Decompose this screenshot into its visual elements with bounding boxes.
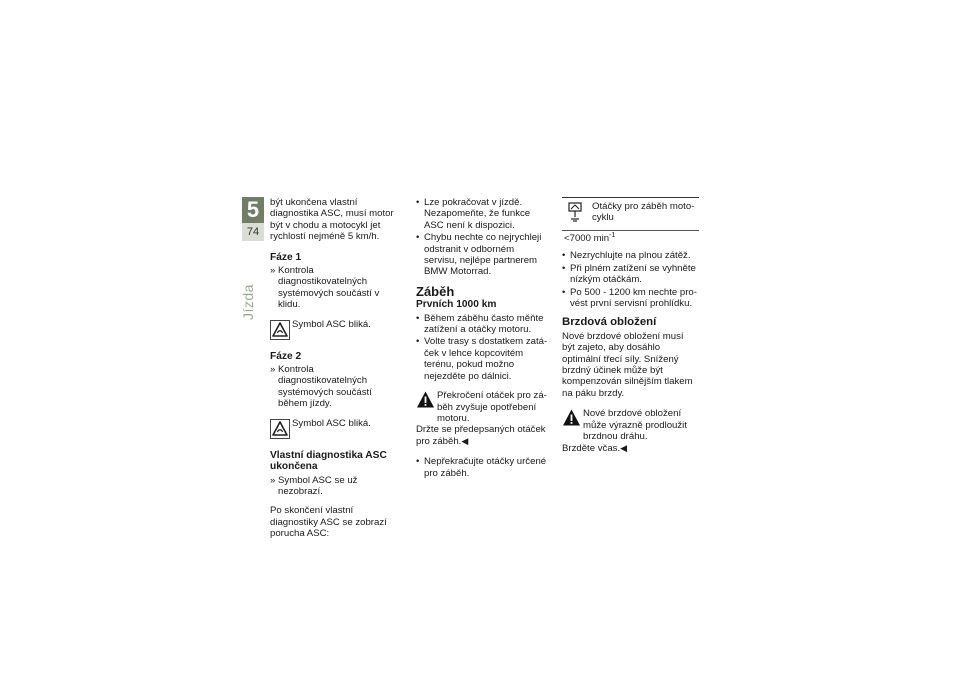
list-item: » Kontrola diagnostikovatelných systémových součástí během jízdy.	[270, 364, 403, 410]
warning-triangle-icon	[562, 408, 581, 427]
warning-text: Překročení otáček pro záběh zvyšuje opotřebení motoru.	[437, 390, 547, 424]
phase1-symbol-note	[270, 319, 403, 341]
chapter-number: 5	[246, 197, 260, 222]
list-item: • Volte trasy s dostatkem zatáček v lehce kopcovitém terénu, pokud možno nejezděte po dálnici.	[416, 336, 548, 382]
symbol-text: Symbol ASC bliká.	[292, 417, 371, 429]
phase1-list	[270, 265, 403, 311]
rpm-bullets	[416, 456, 548, 479]
column-3	[562, 197, 699, 463]
subheading-first-1000km: Prvních 1000 km	[416, 299, 497, 311]
page-number: 74	[242, 223, 264, 241]
break-in-rpm-spec	[562, 197, 699, 247]
engine-speed-icon	[568, 202, 582, 222]
diagnostics-complete-heading: Vlastní diagnostika ASC ukončena	[270, 449, 387, 473]
warning-triangle-icon	[416, 390, 435, 409]
asc-warning-icon	[270, 419, 290, 439]
list-item: • Nepřekračujte otáčky určené pro záběh.	[416, 456, 548, 479]
list-item: » Kontrola diagnostikovatelných systémových součástí v klidu.	[270, 265, 403, 311]
column-2	[416, 197, 548, 487]
brake-pads-heading: Brzdová obložení	[562, 316, 657, 329]
spec-label: Otáčky pro záběh motocyklu	[592, 201, 695, 224]
break-in-bullets	[416, 313, 548, 382]
spec-unit-exponent: -1	[609, 231, 616, 239]
warning-instruction: Brzděte včas.	[562, 442, 621, 454]
phase2-heading: Fáze 2	[270, 350, 302, 362]
diagnostics-complete-list	[270, 475, 403, 498]
phase1-heading: Fáze 1	[270, 251, 302, 263]
list-item: • Lze pokračovat v jízdě. Nezapomeňte, že funkce ASC není k dispozici.	[416, 197, 548, 231]
chapter-tab	[242, 197, 264, 241]
section-heading-break-in: Záběh	[416, 283, 455, 299]
intro-paragraph: být ukončena vlastní diagnostika ASC, musí motor být v chodu a motocykl jet rychlostí nejméně 5 km/h.	[270, 197, 394, 243]
symbol-text: Symbol ASC bliká.	[292, 318, 371, 330]
warning-instruction: Držte se předepsaných otáček pro záběh.	[416, 424, 546, 447]
list-item: » Symbol ASC se už nezobrazí.	[270, 475, 403, 498]
list-item: • Během záběhu často měňte zatížení a otáčky motoru.	[416, 313, 548, 336]
load-bullets	[562, 250, 699, 309]
list-item: • Při plném zatížení se vyhněte nízkým otáčkám.	[562, 263, 699, 286]
fault-paragraph: Po skončení vlastní diagnostiky ASC se zobrazí porucha ASC:	[270, 505, 387, 540]
column-1	[270, 197, 403, 540]
engine-warning	[416, 390, 548, 424]
warning-continuation	[416, 424, 548, 447]
phase2-list	[270, 364, 403, 410]
spec-value-row	[562, 230, 699, 247]
end-mark-icon: ◀	[461, 435, 469, 446]
phase2-symbol-note	[270, 418, 403, 440]
brake-warning	[562, 408, 699, 442]
end-mark-icon: ◀	[620, 442, 628, 453]
warning-continuation	[562, 443, 699, 454]
list-item: • Po 500 - 1200 km nechte provést první servisní prohlídku.	[562, 287, 699, 310]
list-item: • Chybu nechte co nejrychleji odstranit v odborném servisu, nejlépe partnerem BMW Motorrad.	[416, 232, 548, 278]
spec-header	[562, 198, 699, 230]
fault-bullets	[416, 197, 548, 278]
asc-warning-icon	[270, 320, 290, 340]
list-item: • Nezrychlujte na plnou zátěž.	[562, 250, 699, 261]
chapter-title: Jízda	[240, 284, 256, 320]
warning-text: Nové brzdové obložení může výrazně prodloužit brzdnou dráhu.	[583, 408, 687, 443]
brake-pads-paragraph: Nové brzdové obložení musí být zajeto, aby dosáhlo optimální třecí síly. Snížený brzdný účinek může být kompenzován silnějším tlakem na páku brzdy.	[562, 330, 693, 399]
spec-value: <7000 min	[564, 233, 610, 244]
